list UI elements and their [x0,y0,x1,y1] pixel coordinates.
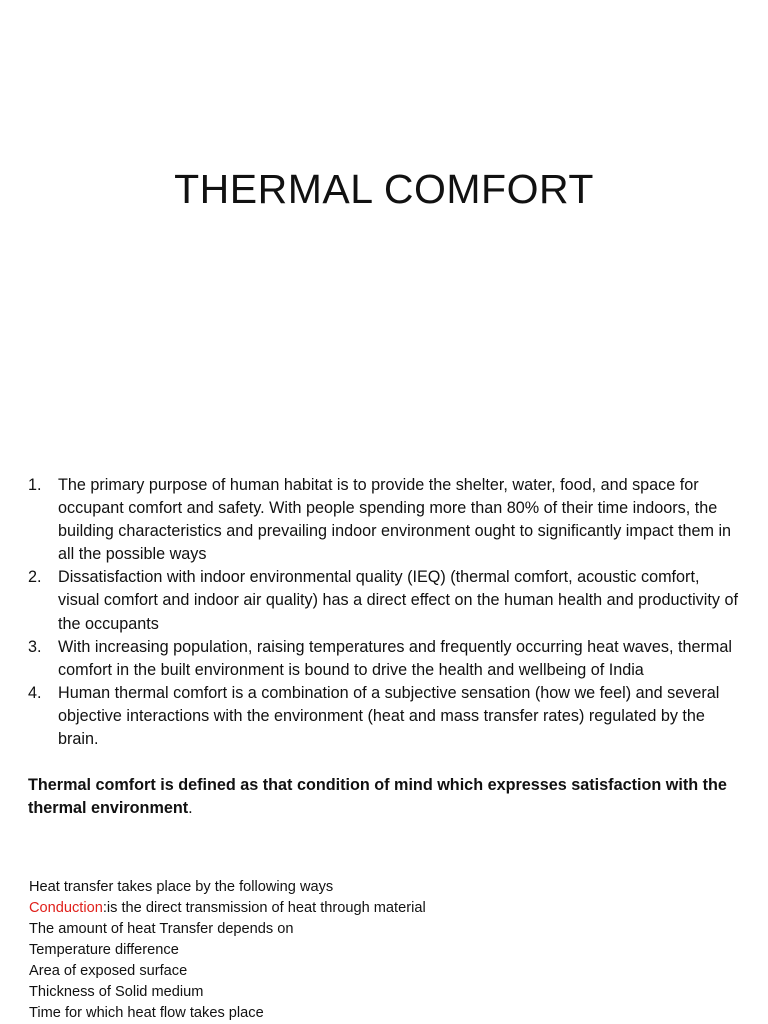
list-item [28,636,740,682]
numbered-list [28,474,740,751]
heat-intro: Heat transfer takes place by the following ways [29,879,334,895]
definition-tail: . [188,799,193,818]
list-item [28,566,740,635]
list-item [28,682,740,751]
list-item-number: 1. [28,476,42,494]
list-item-text: Dissatisfaction with indoor environmental quality (IEQ) (thermal comfort, acoustic comfort, visual comfort and indoor air quality) has a direct effect on the human health and productivity of the occupants [58,568,738,633]
list-item-number: 4. [28,683,42,702]
factor-item: Time for which heat flow takes place [29,1005,264,1021]
factor-item: Area of exposed surface [29,963,188,979]
conduction-term: Conduction [29,900,103,916]
list-item-text: The primary purpose of human habitat is to provide the shelter, water, food, and space for occupant comfort and safety. With people spending more than 80% of their time indoors, the building characteristics and prevailing indoor environment ought to significantly impact them in all the possible ways [58,476,732,564]
heat-transfer-section [29,877,729,1024]
page-title: THERMAL COMFORT [174,166,594,212]
list-item-number: 3. [28,637,42,656]
definition-bold-text: Thermal comfort is defined as that condition of mind which expresses satisfaction with the thermal environment [28,776,727,818]
list-item-number: 2. [28,568,42,587]
conduction-text: :is the direct transmission of heat through material [102,900,426,916]
definition-paragraph [28,774,740,820]
factor-item: Temperature difference [29,942,179,958]
depends-line: The amount of heat Transfer depends on [29,921,294,937]
list-item [28,474,740,566]
list-item-text: Human thermal comfort is a combination of a subjective sensation (how we feel) and several objective interactions with the environment (heat and mass transfer rates) regulated by the brain. [58,683,720,749]
conduction-line [29,898,729,919]
factor-item: Thickness of Solid medium [29,984,204,1000]
list-item-text: With increasing population, raising temperatures and frequently occurring heat waves, thermal comfort in the built environment is bound to drive the health and wellbeing of India [58,637,732,679]
